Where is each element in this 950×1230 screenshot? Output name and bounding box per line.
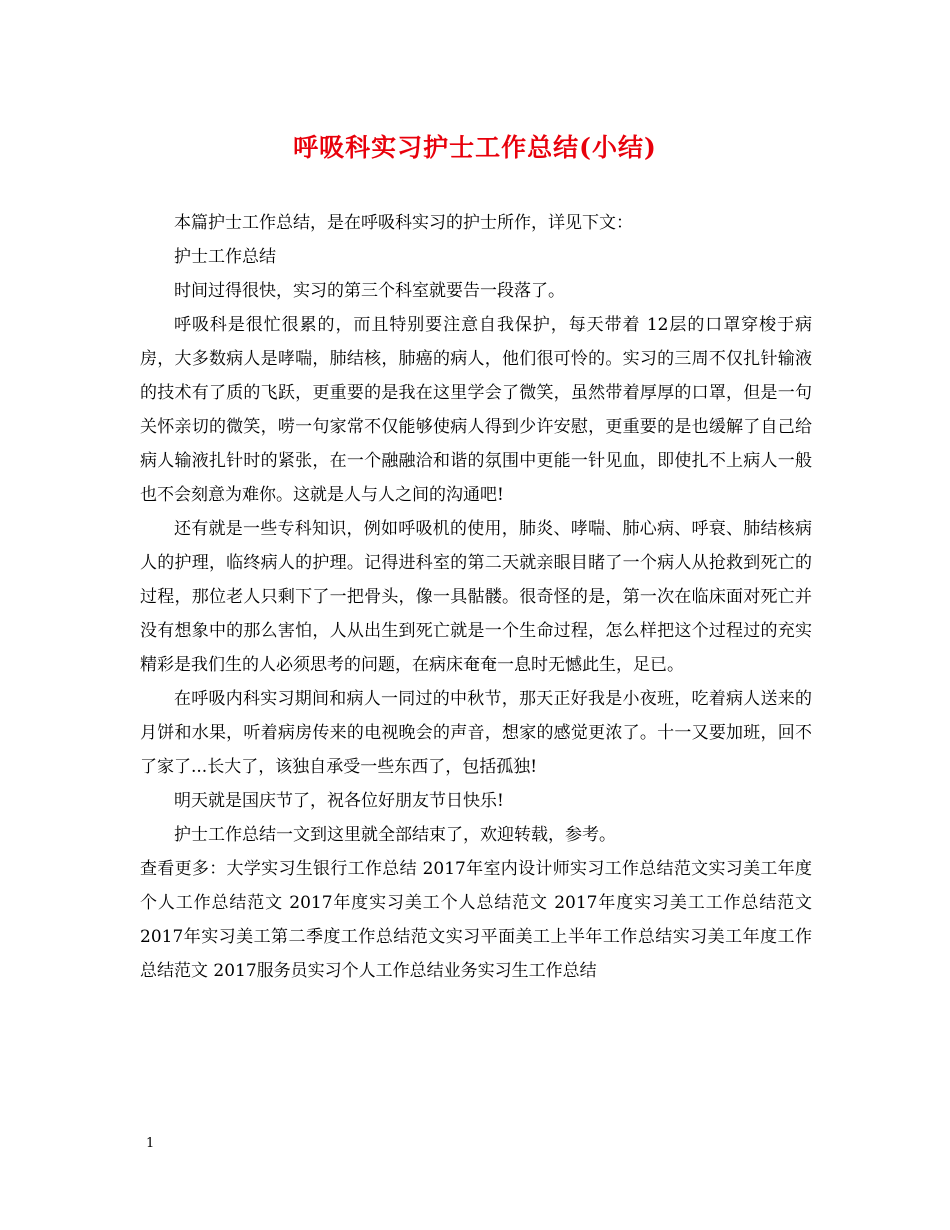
document-body bbox=[140, 206, 812, 988]
document-title: 呼吸科实习护士工作总结(小结) bbox=[293, 133, 657, 162]
closing-paragraph: 护士工作总结一文到这里就全部结束了，欢迎转载，参考。 bbox=[174, 825, 616, 845]
body-paragraph: 时间过得很快，实习的第三个科室就要告一段落了。 bbox=[174, 281, 565, 301]
section-heading: 护士工作总结 bbox=[174, 247, 276, 267]
body-paragraph: 还有就是一些专科知识，例如呼吸机的使用，肺炎、哮喘、肺心病、呼衰、肺结核病人的护理，临终病人的护理。记得进科室的第二天就亲眼目睹了一个病人从抢救到死亡的过程，那位老人只剩下了一把骨头，像一具骷髅。很奇怪的是，第一次在临床面对死亡并没有想象中的那么害怕，人从出生到死亡就是一个生命过程，怎么样把这个过程过的充实精彩是我们生的人必须思考的问题，在病床奄奄一息时无憾此生，足已。 bbox=[140, 519, 812, 675]
see-more-links[interactable]: 查看更多：大学实习生银行工作总结 2017年室内设计师实习工作总结范文实习美工年度个人工作总结范文 2017年度实习美工个人总结范文 2017年度实习美工工作总结范文 2017年实习美工第二季度工作总结范文实习平面美工上半年工作总结实习美工年度工作总结范文 2017服务员实习个人工作总结业务实习生工作总结 bbox=[140, 859, 812, 981]
intro-paragraph: 本篇护士工作总结，是在呼吸科实习的护士所作，详见下文： bbox=[174, 213, 633, 233]
body-paragraph: 在呼吸内科实习期间和病人一同过的中秋节，那天正好我是小夜班，吃着病人送来的月饼和水果，听着病房传来的电视晚会的声音，想家的感觉更浓了。十一又要加班，回不了家了...长大了，该独自承受一些东西了，包括孤独! bbox=[140, 689, 812, 777]
body-paragraph: 明天就是国庆节了，祝各位好朋友节日快乐! bbox=[174, 791, 504, 811]
page-number: 1 bbox=[146, 1136, 155, 1151]
body-paragraph: 呼吸科是很忙很累的，而且特别要注意自我保护，每天带着 12层的口罩穿梭于病房，大多数病人是哮喘，肺结核，肺癌的病人，他们很可怜的。实习的三周不仅扎针输液的技术有了质的飞跃，更重要的是我在这里学会了微笑，虽然带着厚厚的口罩，但是一句关怀亲切的微笑，唠一句家常不仅能够使病人得到少许安慰，更重要的是也缓解了自己给病人输液扎针时的紧张，在一个融融洽和谐的氛围中更能一针见血，即使扎不上病人一般也不会刻意为难你。这就是人与人之间的沟通吧! bbox=[140, 315, 812, 505]
